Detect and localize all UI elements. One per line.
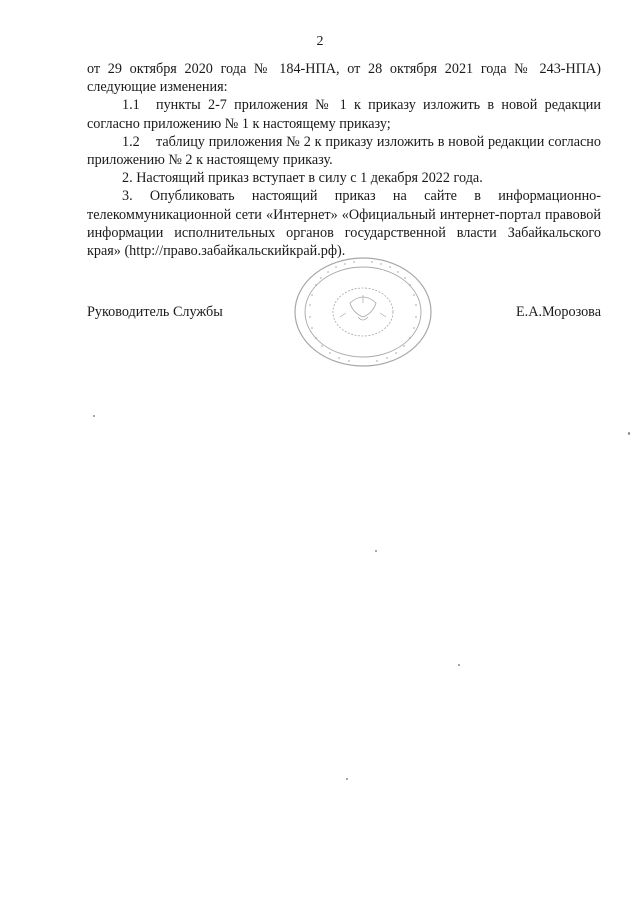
- item-3-number: 3.: [122, 188, 133, 205]
- item-2-text: Настоящий приказ вступает в силу с 1 декабря 2022 года.: [136, 170, 483, 187]
- signatory-title: Руководитель Службы: [87, 304, 223, 320]
- item-1-1-text: пункты 2-7 приложения № 1 к приказу изложить в новой редакции согласно приложению № 1 к настоящему приказу;: [87, 97, 601, 132]
- scan-speck: [375, 550, 377, 552]
- item-1-1: [87, 96, 601, 132]
- document-body: [87, 60, 601, 260]
- official-seal-icon: [288, 255, 438, 370]
- item-3: [87, 187, 601, 260]
- item-1-2-text: таблицу приложения № 2 к приказу изложить в новой редакции согласно приложению № 2 к настоящему приказу.: [87, 133, 601, 169]
- item-1-2: [87, 133, 601, 169]
- item-1-1-number: 1.1: [122, 97, 140, 114]
- item-1-2-number: 1.2: [122, 133, 140, 150]
- scan-speck: [628, 432, 630, 435]
- intro-line-1: от 29 октября 2020 года № 184-НПА, от 28 октября 2021 года № 243-НПА): [87, 61, 601, 77]
- item-3-text: Опубликовать настоящий приказ на сайте в информационно-телекоммуникационной сети «Интернет» «Официальный интернет-портал правовой информации исполнительных органов государственной власти Забайкальского края» (http://право.забайкальскийкрай.рф).: [87, 188, 602, 260]
- item-2: [87, 169, 601, 187]
- scan-speck: [458, 664, 460, 666]
- item-2-number: 2.: [122, 170, 133, 187]
- intro-line-2: следующие изменения:: [87, 79, 228, 96]
- page-number: 2: [316, 34, 324, 49]
- signatory-name: Е.А.Морозова: [516, 304, 601, 320]
- scan-speck: [93, 415, 95, 417]
- scan-speck: [346, 778, 348, 780]
